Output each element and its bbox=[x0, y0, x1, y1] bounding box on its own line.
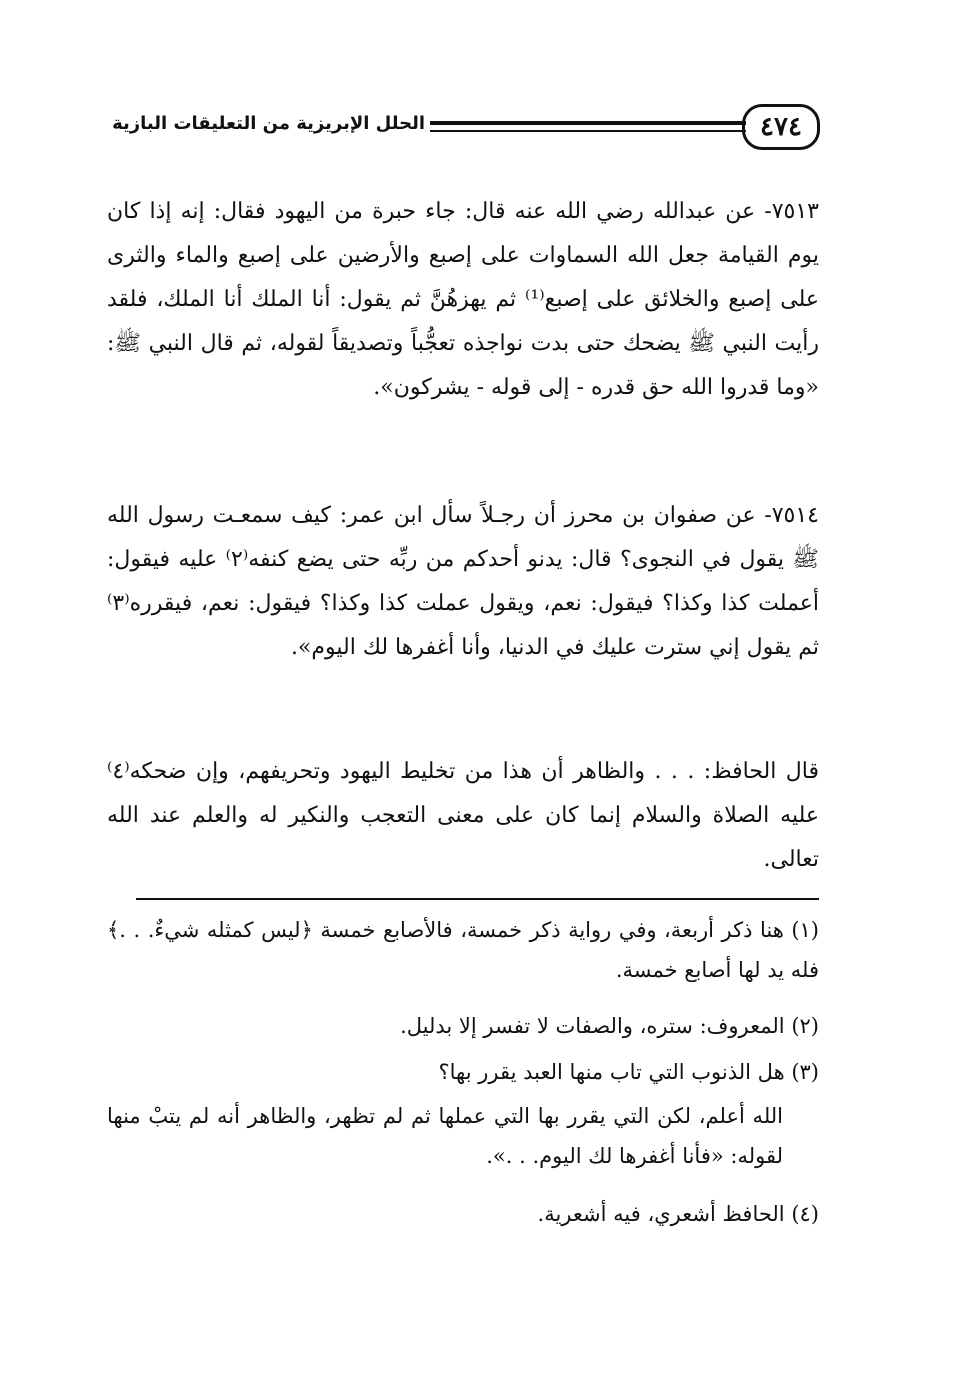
footnote-4: (٤) الحافظ أشعري، فيه أشعرية. bbox=[537, 1202, 819, 1226]
footnote-separator bbox=[136, 898, 819, 900]
footnote-1: (١) هنا ذكر أربعة، وفي رواية ذكر خمسة، فالأصابع خمسة ﴿ليس كمثله شيءٌ. . .﴾ فله يد لها أصابع خمسة. bbox=[107, 918, 819, 982]
hadith-7513: ٧٥١٣- عن عبدالله رضي الله عنه قال: جاء حبرة من اليهود فقال: إنه إذا كان يوم القيامة جعل الله السماوات على إصبع والأرضين على إصبع والماء والثرى على إصبع والخلائق على إصبع⁽¹⁾ ثم يهزهُنَّ ثم يقول: أنا الملك أنا الملك، فلقد رأيت النبي ﷺ يضحك حتى بدت نواجذه تعجُّباً وتصديقاً لقوله، ثم قال النبي ﷺ: «وما قدروا الله حق قدره - إلى قوله - يشركون». bbox=[107, 199, 819, 400]
footnote-3-answer: الله أعلم، لكن التي يقرر بها التي عملها ثم لم تظهر، والظاهر أنه لم يتبْ منها لقوله: «فأنا أغفرها لك اليوم. . .». bbox=[107, 1104, 783, 1168]
page-number: ٤٧٤ bbox=[742, 104, 820, 150]
footnote-2: (٢) المعروف: ستره، والصفات لا تفسر إلا بدليل. bbox=[400, 1014, 819, 1038]
hadith-7514: ٧٥١٤- عن صفوان بن محرز أن رجـلاً سأل ابن عمر: كيف سمعـت رسول الله ﷺ يقول في النجوى؟ قال: يدنو أحدكم من ربِّه حتى يضع كنفه⁽٢⁾ عليه فيقول: أعملت كذا وكذا؟ فيقول: نعم، ويقول عملت كذا وكذا؟ فيقول: نعم، فيقرره⁽٣⁾ ثم يقول إني سترت عليك في الدنيا، وأنا أغفرها لك اليوم». bbox=[107, 503, 819, 660]
header-rule bbox=[430, 121, 746, 125]
running-title: الحلل الإبريزية من التعليقات البازية bbox=[112, 113, 425, 134]
footnote-3: (٣) هل الذنوب التي تاب منها العبد يقرر بها؟ bbox=[438, 1060, 819, 1084]
hafiz-comment: قال الحافظ: . . . والظاهر أن هذا من تخليط اليهود وتحريفهم، وإن ضحكه⁽٤⁾ عليه الصلاة والسلام إنما كان على معنى التعجب والنكير له والعلم عند الله تعالى. bbox=[107, 759, 819, 872]
page-header bbox=[100, 104, 820, 152]
header-rule-thin bbox=[430, 130, 746, 132]
